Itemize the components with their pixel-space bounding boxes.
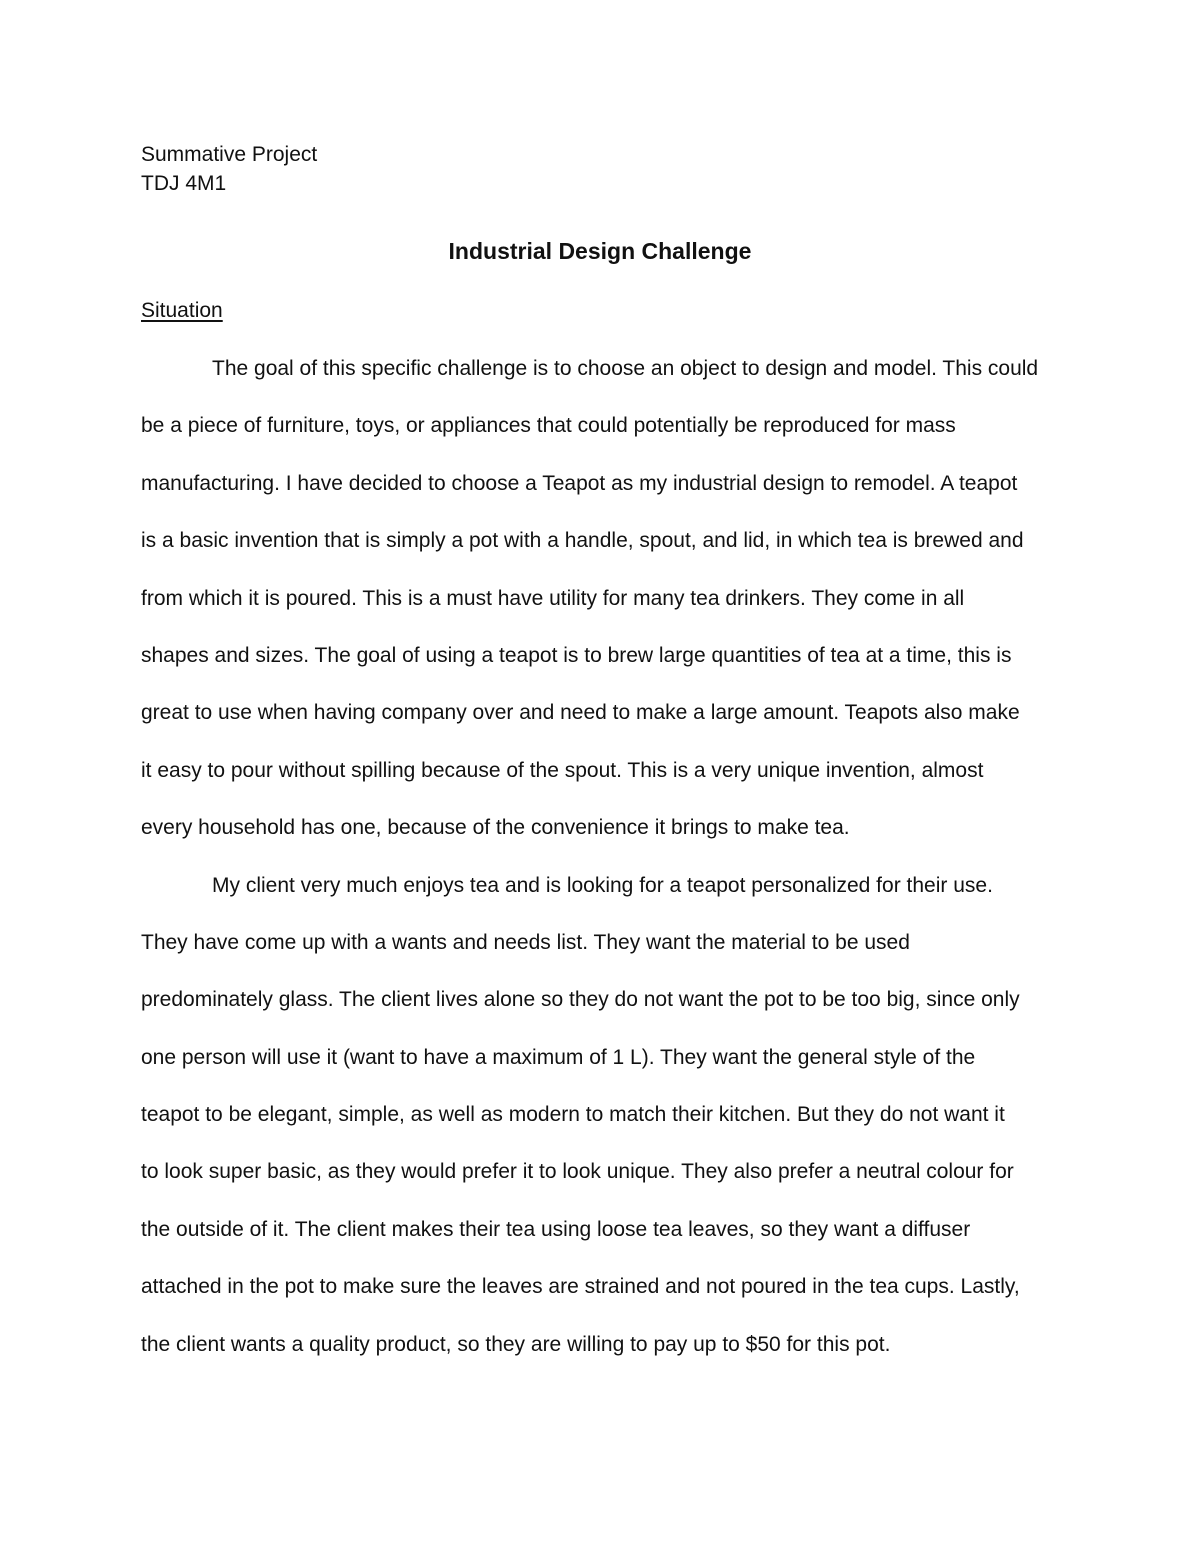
paragraph-line: predominately glass. The client lives alone so they do not want the pot to be too big, since only [141, 988, 1020, 1012]
paragraph-line: attached in the pot to make sure the leaves are strained and not poured in the tea cups. Lastly, [141, 1275, 1020, 1299]
course-code: TDJ 4M1 [141, 172, 227, 195]
section-heading-situation: Situation [141, 299, 223, 322]
paragraph-line: The goal of this specific challenge is to choose an object to design and model. This could [212, 357, 1039, 380]
document-body [141, 340, 1061, 1373]
paragraph-line: every household has one, because of the convenience it brings to make tea. [141, 816, 850, 840]
paragraph-line: manufacturing. I have decided to choose a Teapot as my industrial design to remodel. A teapot [141, 471, 1018, 495]
paragraph-2 [141, 857, 1061, 1374]
paragraph-1 [141, 340, 1061, 857]
paragraph-line: the client wants a quality product, so they are willing to pay up to $50 for this pot. [141, 1332, 891, 1356]
paragraph-line: one person will use it (want to have a maximum of 1 L). They want the general style of the [141, 1045, 976, 1069]
document-title: Industrial Design Challenge [448, 238, 752, 264]
paragraph-line: the outside of it. The client makes their tea using loose tea leaves, so they want a diffuser [141, 1217, 971, 1241]
paragraph-line: great to use when having company over and need to make a large amount. Teapots also make [141, 701, 1020, 725]
paragraph-line: shapes and sizes. The goal of using a teapot is to brew large quantities of tea at a time, this is [141, 643, 1012, 667]
paragraph-line: be a piece of furniture, toys, or appliances that could potentially be reproduced for mass [141, 414, 956, 438]
document-header [141, 140, 317, 198]
paragraph-line: is a basic invention that is simply a pot with a handle, spout, and lid, in which tea is brewed and [141, 529, 1024, 553]
project-label: Summative Project [141, 143, 318, 166]
paragraph-line: My client very much enjoys tea and is looking for a teapot personalized for their use. [212, 873, 993, 897]
paragraph-line: it easy to pour without spilling because of the spout. This is a very unique invention, almost [141, 758, 984, 782]
paragraph-line: from which it is poured. This is a must have utility for many tea drinkers. They come in all [141, 586, 965, 610]
paragraph-line: to look super basic, as they would prefer it to look unique. They also prefer a neutral colour for [141, 1160, 1014, 1184]
paragraph-line: teapot to be elegant, simple, as well as modern to match their kitchen. But they do not want it [141, 1103, 1005, 1127]
paragraph-line: They have come up with a wants and needs list. They want the material to be used [141, 930, 910, 954]
